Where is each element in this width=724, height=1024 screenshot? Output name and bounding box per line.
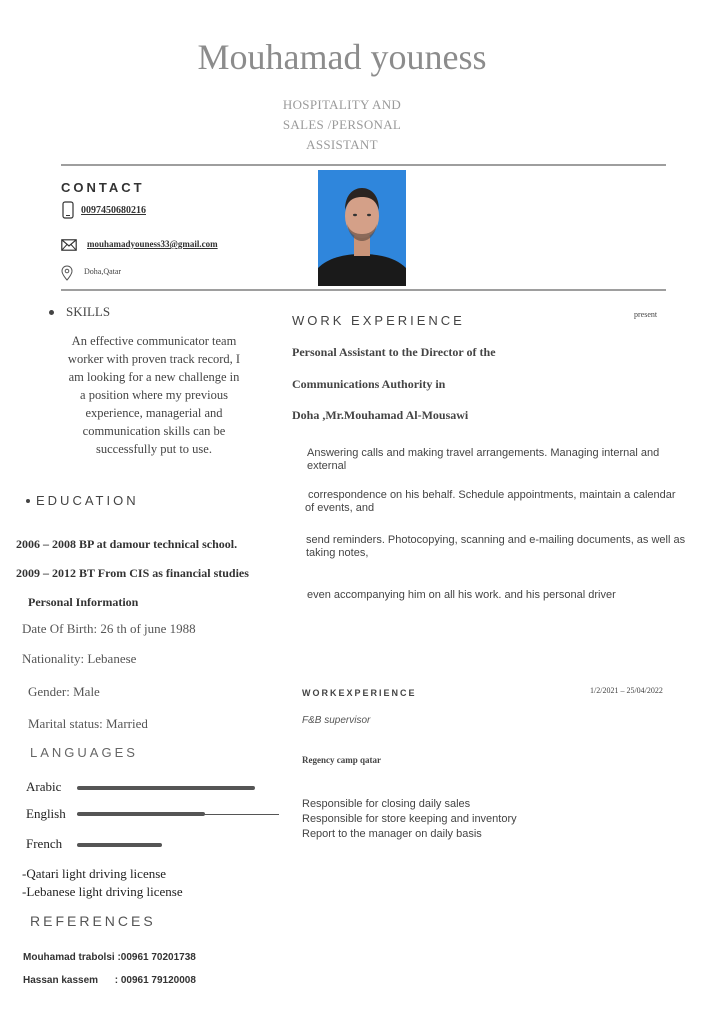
work-2-company: Regency camp qatar: [302, 755, 381, 765]
language-english-bar: [77, 812, 205, 816]
job-title-line-1: HOSPITALITY AND: [282, 97, 402, 112]
work-desc-1: Answering calls and making travel arrangements. Managing internal and external: [307, 447, 660, 472]
language-english-label: English: [26, 806, 66, 821]
work-2-desc-3: Report to the manager on daily basis: [302, 828, 482, 840]
education-title: EDUCATION: [36, 493, 139, 508]
education-item-1: 2006 – 2008 BP at damour technical school.: [16, 537, 238, 551]
contact-title: CONTACT: [61, 180, 145, 195]
work-experience-date: present: [634, 310, 658, 319]
location-pin-icon: [61, 265, 73, 286]
work-2-desc-1: Responsible for closing daily sales: [302, 798, 471, 810]
languages-title: LANGUAGES: [30, 745, 138, 760]
work-experience-2-date: 1/2/2021 – 25/04/2022: [590, 686, 663, 695]
email-address[interactable]: mouhamadyouness33@gmail.com: [87, 239, 218, 249]
skills-summary: An effective communicator team worker with proven track record, I am looking for a new challenge in a position where my previous experience, managerial and communication skills can be successfully put to use.: [67, 334, 241, 456]
language-french-label: French: [26, 836, 63, 851]
work-role-line-2: Communications Authority in: [292, 377, 446, 391]
work-role-line-1: Personal Assistant to the Director of the: [292, 345, 496, 359]
reference-2: Hassan kassem : 00961 79120008: [23, 975, 196, 986]
language-arabic-label: Arabic: [26, 779, 62, 794]
skills-bullet: [49, 310, 54, 315]
nationality: Nationality: Lebanese: [22, 651, 137, 666]
phone-number[interactable]: 0097450680216: [81, 205, 146, 216]
candidate-name: Mouhamad youness: [197, 37, 487, 77]
personal-info-title: Personal Information: [28, 595, 139, 609]
header-divider: [61, 164, 666, 166]
work-experience-title: WORK EXPERIENCE: [292, 313, 465, 328]
location-text: Doha,Qatar: [84, 267, 122, 276]
work-role-line-3: Doha ,Mr.Mouhamad Al-Mousawi: [292, 408, 469, 422]
profile-photo: [318, 170, 406, 286]
gender: Gender: Male: [28, 684, 100, 699]
references-title: REFERENCES: [30, 913, 156, 929]
license-lebanese: -Lebanese light driving license: [22, 884, 183, 899]
job-title-line-2: SALES /PERSONAL: [282, 117, 402, 132]
marital-status: Marital status: Married: [28, 716, 148, 731]
work-experience-2-title: WORKEXPERIENCE: [302, 688, 417, 698]
work-desc-4: even accompanying him on all his work. and his personal driver: [307, 589, 616, 601]
education-bullet: [26, 499, 30, 503]
work-2-role: F&B supervisor: [302, 715, 371, 726]
education-item-2: 2009 – 2012 BT From CIS as financial studies: [16, 566, 249, 580]
license-qatari: -Qatari light driving license: [22, 866, 167, 881]
phone-icon: [62, 201, 74, 224]
work-desc-3: send reminders. Photocopying, scanning and e-mailing documents, as well as taking notes,: [306, 534, 686, 559]
language-french-bar: [77, 843, 162, 847]
contact-divider: [61, 289, 666, 291]
work-desc-2: correspondence on his behalf. Schedule appointments, maintain a calendar of events, and: [305, 489, 676, 514]
job-title-line-3: ASSISTANT: [306, 137, 378, 152]
skills-title: SKILLS: [66, 304, 111, 319]
date-of-birth: Date Of Birth: 26 th of june 1988: [22, 621, 196, 636]
email-icon: [61, 238, 77, 256]
language-arabic-bar: [77, 786, 255, 790]
work-2-desc-2: Responsible for store keeping and inventory: [302, 813, 517, 825]
reference-1: Mouhamad trabolsi :00961 70201738: [23, 952, 196, 963]
